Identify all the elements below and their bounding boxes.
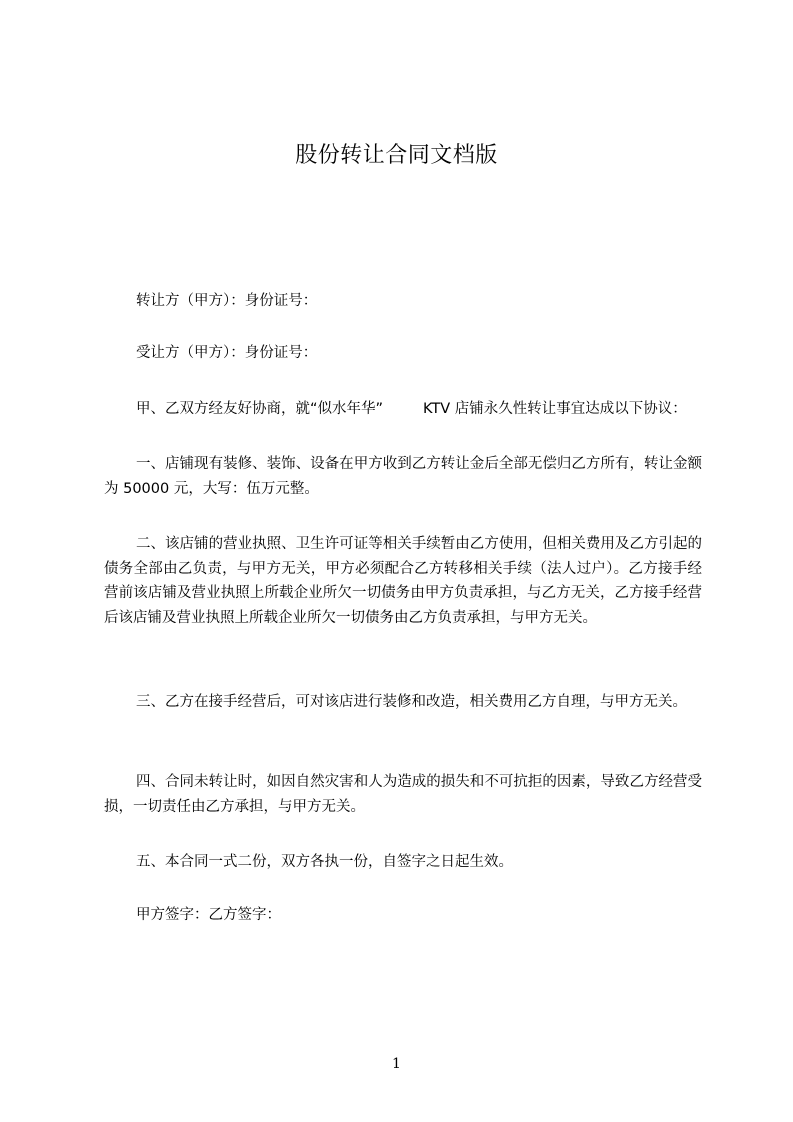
- document-title: 股份转让合同文档版: [295, 143, 498, 168]
- clause-2: 二、该店铺的营业执照、卫生许可证等相关手续暂由乙方使用，但相关费用及乙方引起的债务全部由乙负责，与甲方无关，甲方必须配合乙方转移相关手续（法人过户）。乙方接手经营前该店铺及营业执照上所载企业所欠一切债务由甲方负责承担，与乙方无关，乙方接手经营后该店铺及营业执照上所载企业所欠一切债务由乙方负责承担，与甲方无关。: [104, 536, 702, 626]
- signature-line: 甲方签字：乙方签字：: [136, 907, 281, 923]
- clause-4: 四、合同未转让时，如因自然灾害和人为造成的损失和不可抗拒的因素，导致乙方经营受损，一切责任由乙方承担，与甲方无关。: [104, 774, 702, 815]
- transferor-line: 转让方（甲方）：身份证号：: [136, 293, 318, 309]
- clause-1: 一、店铺现有装修、装饰、设备在甲方收到乙方转让金后全部无偿归乙方所有，转让金额为 50000 元，大写：伍万元整。: [104, 456, 702, 497]
- intro-part-2: KTV 店铺永久性转让事宜达成以下协议：: [423, 401, 687, 417]
- intro-line: [136, 397, 736, 421]
- intro-part-1: 甲、乙双方经友好协商，就“似水年华”: [136, 401, 384, 417]
- transferee-line: 受让方（甲方）：身份证号：: [136, 345, 318, 361]
- page-number: 1: [392, 1056, 401, 1072]
- clause-3: 三、乙方在接手经营后，可对该店进行装修和改造，相关费用乙方自理，与甲方无关。: [136, 694, 687, 710]
- clause-5: 五、本合同一式二份，双方各执一份，自签字之日起生效。: [136, 854, 513, 870]
